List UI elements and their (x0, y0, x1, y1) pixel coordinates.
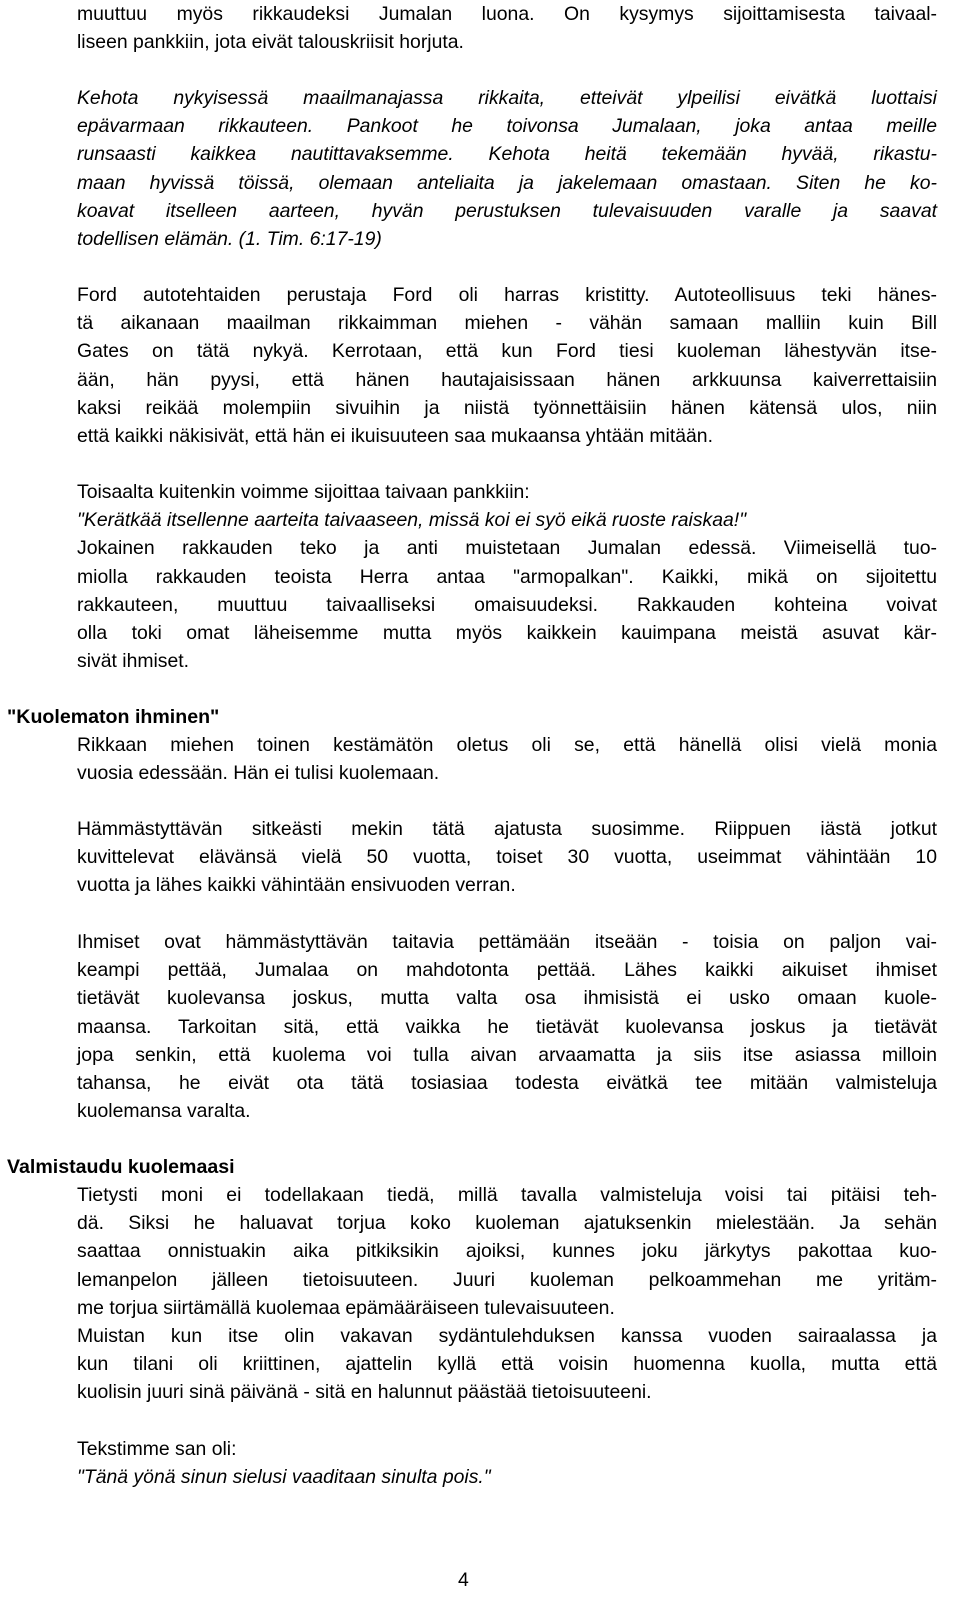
text-line: kuvittelevat elävänsä vielä 50 vuotta, toiset 30 vuotta, useimmat vähintään 10 (77, 846, 937, 869)
paragraph-1 (77, 0, 937, 56)
text-line: Rikkaan miehen toinen kestämätön oletus oli se, että hänellä olisi vielä monia (77, 734, 937, 756)
section-heading-immortal: "Kuolematon ihminen" (7, 706, 220, 728)
paragraph-heaven-bank (77, 478, 937, 675)
paragraph-10 (77, 1435, 937, 1491)
text-line: sivät ihmiset. (77, 650, 190, 673)
text-line: Toisaalta kuitenkin voimme sijoittaa taivaan pankkiin: (77, 481, 530, 503)
text-line: olla toki omat läheisemme mutta myös kaikkein kauimpana meistä asuvat kär- (77, 622, 937, 645)
text-line: koavat itselleen aarteen, hyvän perustuksen tulevaisuuden varalle ja saavat (77, 199, 937, 222)
text-line: maansa. Tarkoitan sitä, että vaikka he tietävät kuolevansa joskus ja tietävät (77, 1015, 937, 1038)
text-line: epävarmaan rikkauteen. Pankoot he toivonsa Jumalaan, joka antaa meille (77, 115, 937, 138)
text-line: saattaa onnistuakin aika pitkiksikin ajoiksi, kunnes joku järkytys pakottaa kuo- (77, 1240, 937, 1263)
text-line: Ihmiset ovat hämmästyttävän taitavia pettämään itseään - toisia on paljon vai- (77, 931, 937, 953)
text-line: miolla rakkauden teoista Herra antaa "armopalkan". Kaikki, mikä on sijoitettu (77, 565, 937, 588)
paragraph-6 (77, 815, 937, 900)
paragraph-ford (77, 281, 937, 450)
paragraph-5 (77, 731, 937, 787)
bible-quote-paragraph (77, 84, 937, 253)
text-line: vuosia edessään. Hän ei tulisi kuolemaan. (77, 762, 440, 785)
text-line: kaksi reikää molempiin sivuihin ja niistä työnnettäisiin hänen kätensä ulos, niin (77, 396, 937, 419)
text-line: ään, hän pyysi, että hänen hautajaisissaan hänen arkkuunsa kaiverrettaisiin (77, 368, 937, 391)
text-line: kuolisin juuri sinä päivänä - sitä en halunnut päästää tietoisuuteeni. (77, 1381, 652, 1404)
page-number: 4 (458, 1569, 469, 1591)
text-line: tietävät kuolevansa joskus, mutta valta osa ihmisistä ei usko omaan kuole- (77, 987, 937, 1010)
quote-line: "Kerätkää itsellenne aarteita taivaaseen, missä koi ei syö eikä ruoste raiskaa!" (77, 509, 747, 532)
text-line: että kaikki näkisivät, että hän ei ikuisuuteen saa mukaansa yhtään mitään. (77, 425, 713, 448)
text-line: Jokainen rakkauden teko ja anti muistetaan Jumalan edessä. Viimeisellä tuo- (77, 537, 937, 560)
text-line: kun tilani oli kriittinen, ajattelin kyllä että voisin huomenna kuolla, mutta että (77, 1353, 937, 1376)
text-line: Ford autotehtaiden perustaja Ford oli harras kristitty. Autoteollisuus teki hänes- (77, 284, 937, 306)
text-line: todellisen elämän. (1. Tim. 6:17-19) (77, 228, 382, 251)
text-line: me torjua siirtämällä kuolemaa epämääräiseen tulevaisuuteen. (77, 1296, 615, 1319)
text-line: Hämmästyttävän sitkeästi mekin tätä ajatusta suosimme. Riippuen iästä jotkut (77, 818, 937, 840)
text-line: jopa senkin, että kuolema voi tulla aivan arvaamatta ja siis itse asiassa milloin (77, 1043, 937, 1066)
quote-line: "Tänä yönä sinun sielusi vaaditaan sinulta pois." (77, 1466, 491, 1489)
text-line: Kehota nykyisessä maailmanajassa rikkaita, etteivät ylpeilisi eivätkä luottaisi (77, 87, 937, 109)
text-line: Tietysti moni ei todellakaan tiedä, millä tavalla valmisteluja voisi tai pitäisi teh- (77, 1184, 937, 1206)
text-line: Gates on tätä nykyä. Kerrotaan, että kun Ford tiesi kuoleman lähestyvän itse- (77, 340, 937, 363)
text-line: liseen pankkiin, jota eivät talouskriisit horjuta. (77, 31, 464, 54)
paragraph-8 (77, 1181, 937, 1322)
text-line: lemanpelon jälleen tietoisuuteen. Juuri kuoleman pelkoammehan me yritäm- (77, 1268, 937, 1291)
text-line: tä aikanaan maailman rikkaimman miehen - vähän samaan malliin kuin Bill (77, 312, 937, 335)
text-line: kuolemansa varalta. (77, 1100, 251, 1123)
text-line: vuotta ja lähes kaikki vähintään ensivuoden verran. (77, 874, 516, 897)
text-line: keampi pettää, Jumalaa on mahdotonta pettää. Lähes kaikki aikuiset ihmiset (77, 959, 937, 982)
text-line: muuttuu myös rikkaudeksi Jumalan luona. On kysymys sijoittamisesta taivaal- (77, 3, 937, 25)
section-heading-prepare: Valmistaudu kuolemaasi (7, 1156, 235, 1178)
text-line: runsaasti kaikkea nautittavaksemme. Kehota heitä tekemään hyvää, rikastu- (77, 143, 937, 166)
paragraph-7 (77, 928, 937, 1125)
text-line: tahansa, he eivät ota tätä tosiasiaa todesta eivätkä tee mitään valmisteluja (77, 1072, 937, 1095)
text-line: Tekstimme san oli: (77, 1438, 237, 1460)
text-line: Muistan kun itse olin vakavan sydäntulehduksen kanssa vuoden sairaalassa ja (77, 1325, 937, 1347)
text-line: maan hyvissä töissä, olemaan anteliaita ja jakelemaan omastaan. Siten he ko- (77, 171, 937, 194)
text-line: rakkauteen, muuttuu taivaalliseksi omaisuudeksi. Rakkauden kohteina voivat (77, 593, 937, 616)
paragraph-9 (77, 1322, 937, 1407)
text-line: dä. Siksi he haluavat torjua koko kuoleman ajatuksenkin mielestään. Ja sehän (77, 1212, 937, 1235)
